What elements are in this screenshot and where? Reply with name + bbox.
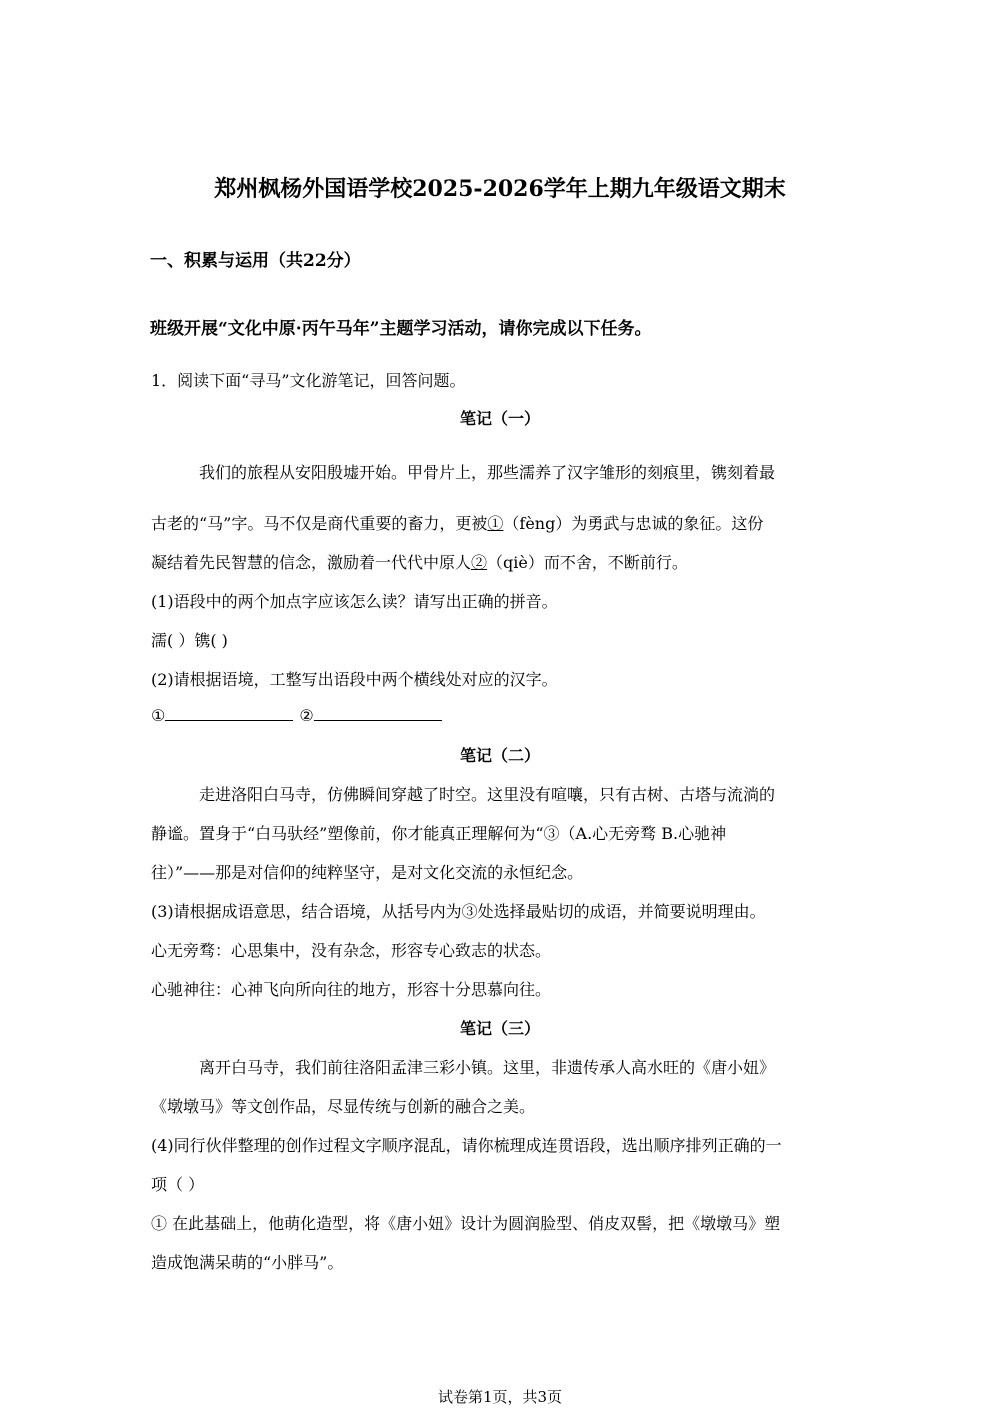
option-line: 造成饱满呆萌的“小胖马”。 bbox=[151, 1253, 344, 1272]
note-3-paragraph-line: 离开白马寺，我们前往洛阳孟津三彩小镇。这里，非遗传承人高水旺的《唐小妞》 bbox=[199, 1058, 776, 1077]
answer-blank[interactable] bbox=[314, 706, 442, 721]
idiom-definition: 心无旁骛：心思集中，没有杂念，形容专心致志的状态。 bbox=[151, 941, 552, 960]
sub-question-3: (3)请根据成语意思，结合语境，从括号内为③处选择最贴切的成语，并简要说明理由。 bbox=[151, 902, 766, 921]
sub-question-4-answer-slot: 项（ ） bbox=[151, 1175, 205, 1194]
idiom-definition: 心驰神往：心神飞向所向往的地方，形容十分思慕向往。 bbox=[151, 980, 552, 999]
question-1: 1．阅读下面“寻马”文化游笔记，回答问题。 bbox=[151, 371, 466, 390]
note-2-paragraph-line: 走进洛阳白马寺，仿佛瞬间穿越了时空。这里没有喧嚷，只有古树、古塔与流淌的 bbox=[199, 785, 776, 804]
option-line: ① 在此基础上，他萌化造型，将《唐小妞》设计为圆润脸型、俏皮双髻，把《墩墩马》塑 bbox=[151, 1214, 781, 1233]
section-heading: 一、积累与运用（共22分） bbox=[150, 251, 361, 271]
answer-line-characters: ① ② bbox=[151, 706, 448, 725]
sub-question-2: (2)请根据语境，工整写出语段中两个横线处对应的汉字。 bbox=[151, 670, 558, 689]
note-3-heading: 笔记（三） bbox=[459, 1019, 540, 1038]
blank-mark-1: ① bbox=[487, 514, 504, 533]
note-3-paragraph-line: 《墩墩马》等文创作品，尽显传统与创新的融合之美。 bbox=[151, 1097, 536, 1116]
note-1-paragraph-line: 古老的“马”字。马不仅是商代重要的畜力，更被①（fèng）为勇武与忠诚的象征。这份 bbox=[151, 514, 764, 533]
note-2-paragraph-line: 静谧。置身于“白马驮经”塑像前，你才能真正理解何为“③（A.心无旁骛 B.心驰神 bbox=[151, 824, 727, 843]
page-title: 郑州枫杨外国语学校2025-2026学年上期九年级语文期末 bbox=[214, 176, 786, 202]
page-footer: 试卷第1页，共3页 bbox=[437, 1388, 563, 1406]
blank-mark-2: ② bbox=[471, 553, 488, 572]
answer-blank[interactable] bbox=[165, 706, 293, 721]
sub-question-4: (4)同行伙伴整理的创作过程文字顺序混乱，请你梳理成连贯语段，选出顺序排列正确的一 bbox=[151, 1136, 782, 1155]
note-1-paragraph-line: 我们的旅程从安阳殷墟开始。甲骨片上，那些濡养了汉字雏形的刻痕里，镌刻着最 bbox=[199, 463, 776, 482]
note-2-paragraph-line: 往）”——那是对信仰的纯粹坚守，是对文化交流的永恒纪念。 bbox=[151, 863, 584, 882]
activity-intro: 班级开展“文化中原·丙午马年”主题学习活动，请你完成以下任务。 bbox=[150, 319, 652, 339]
note-1-heading: 笔记（一） bbox=[459, 409, 540, 428]
note-2-heading: 笔记（二） bbox=[459, 746, 540, 765]
answer-line-pinyin: 濡( ）镌( ) bbox=[151, 631, 228, 650]
note-1-paragraph-line: 凝结着先民智慧的信念，激励着一代代中原人②（qiè）而不舍，不断前行。 bbox=[151, 553, 688, 572]
sub-question-1: (1)语段中的两个加点字应该怎么读？请写出正确的拼音。 bbox=[151, 592, 558, 611]
